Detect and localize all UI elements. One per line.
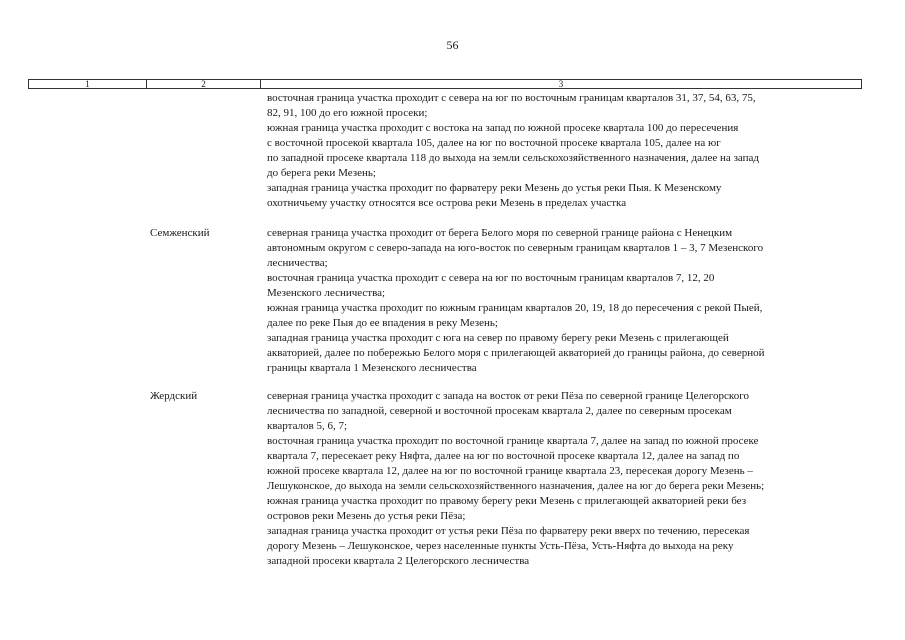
text-line: восточная граница участка проходит с севера на юг по восточным границам кварталов 31, 37, 54, 63, 75, — [267, 92, 756, 104]
text-line: по западной просеке квартала 118 до выхода на земли сельскохозяйственного назначения, далее на запад — [267, 152, 760, 164]
section-name: Жердский — [150, 390, 198, 402]
text-line: с восточной просекой квартала 105, далее на юг по восточной просеке квартала 105, далее на юг — [267, 137, 721, 149]
text-line: кварталов 5, 6, 7; — [267, 420, 348, 432]
text-line: дорогу Мезень – Лешуконское, через населенные пункты Усть-Пёза, Усть-Няфта до выхода на реку — [267, 540, 734, 552]
text-line: акваторией, далее по побережью Белого моря с прилегающей акваторией до границы района, до северной — [267, 347, 765, 359]
text-line: восточная граница участка проходит с севера на юг по восточным границам кварталов 7, 12, 20 — [267, 272, 715, 284]
text-line: Мезенского лесничества; — [267, 287, 386, 299]
text-line: Лешуконское, до выхода на земли сельскохозяйственного назначения, далее на юг до берега реки Мезень; — [267, 480, 765, 492]
text-line: лесничества по западной, северной и восточной просекам квартала 2, далее по северным просекам — [267, 405, 732, 417]
text-line: западной просеки квартала 2 Целегорского лесничества — [267, 555, 530, 567]
page-number: 56 — [446, 38, 459, 52]
section-name: Семженский — [150, 227, 210, 239]
header-col-2: 2 — [147, 80, 261, 88]
text-line: южная граница участка проходит по правому берегу реки Мезень с прилегающей акваторией реки без — [267, 495, 747, 507]
table-header-row — [28, 79, 862, 89]
header-col-1: 1 — [29, 80, 147, 88]
section-text — [267, 226, 867, 376]
text-line: южная граница участка проходит по южным границам кварталов 20, 19, 18 до пересечения с рекой Пыей, — [267, 302, 763, 314]
section-text — [267, 389, 867, 569]
text-line: западная граница участка проходит с юга на север по правому берегу реки Мезень с прилегающей — [267, 332, 729, 344]
text-line: островов реки Мезень до устья реки Пёза; — [267, 510, 466, 522]
text-line: до берега реки Мезень; — [267, 167, 376, 179]
section-text — [267, 91, 867, 211]
text-line: 82, 91, 100 до его южной просеки; — [267, 107, 428, 119]
text-line: восточная граница участка проходит по восточной границе квартала 7, далее на запад по южной просеке — [267, 435, 759, 447]
text-line: далее по реке Пыя до ее впадения в реку Мезень; — [267, 317, 498, 329]
text-line: охотничьему участку относятся все острова реки Мезень в пределах участка — [267, 197, 627, 209]
text-line: северная граница участка проходит от берега Белого моря по северной границе района с Ненецким — [267, 227, 733, 239]
text-line: западная граница участка проходит по фарватеру реки Мезень до устья реки Пыя. К Мезенскому — [267, 182, 722, 194]
header-col-3: 3 — [558, 79, 564, 89]
text-line: западная граница участка проходит от устья реки Пёза по фарватеру реки вверх по течению, пересекая — [267, 525, 750, 537]
text-line: лесничества; — [267, 257, 328, 269]
text-line: северная граница участка проходит с запада на восток от реки Пёза по северной границе Целегорского — [267, 390, 749, 402]
text-line: границы квартала 1 Мезенского лесничества — [267, 362, 477, 374]
text-line: квартала 7, пересекает реку Няфта, далее на юг по восточной просеке квартала 12, далее на запад по — [267, 450, 740, 462]
text-line: автономным округом с северо-запада на юго-восток по северным границам кварталов 1 – 3, 7 Мезенского — [267, 242, 764, 254]
text-line: южная граница участка проходит с востока на запад по южной просеке квартала 100 до пересечения — [267, 122, 739, 134]
text-line: южной просеке квартала 12, далее на юг по восточной границе квартала 23, пересекая дорогу Мезень – — [267, 465, 753, 477]
